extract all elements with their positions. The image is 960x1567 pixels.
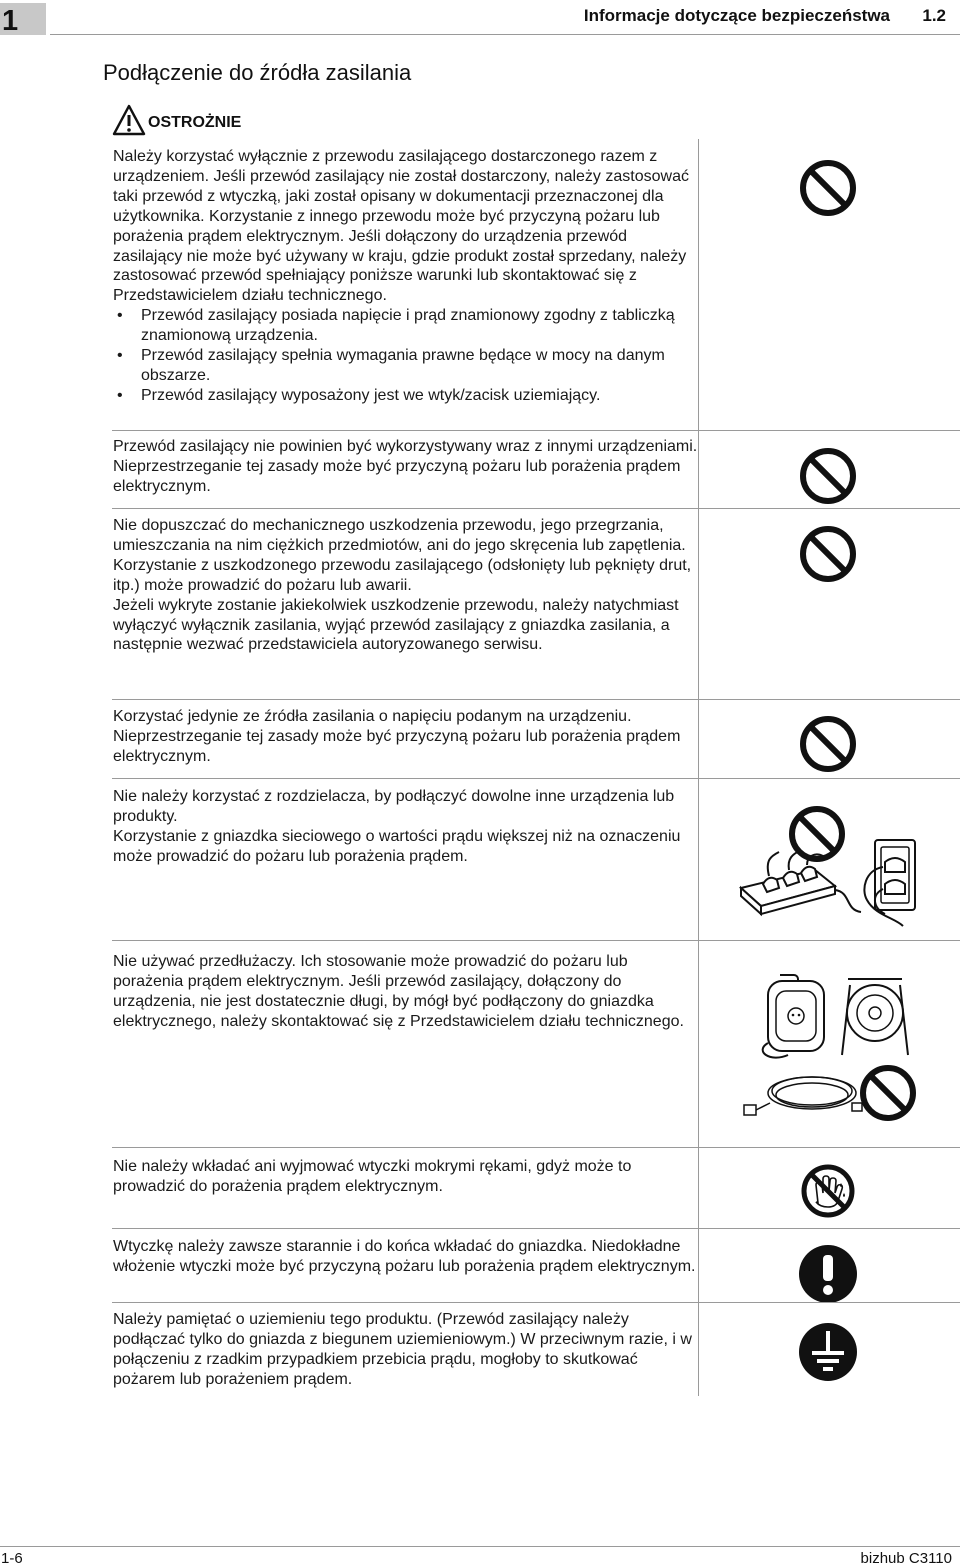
footer-rule: [0, 1546, 960, 1547]
power-cord-instructions: [113, 147, 698, 406]
icon-column-divider: [698, 139, 699, 1396]
page-number: 1-6: [1, 1550, 23, 1567]
section-divider: [112, 430, 960, 431]
wet-hands-warning: Nie należy wkładać ani wyjmować wtyczki mokrymi rękami, gdyż może to prowadzić do porażenia prądem elektrycznym.: [113, 1158, 632, 1195]
prohibition-icon: [798, 446, 858, 506]
section-divider: [112, 699, 960, 700]
section-divider: [112, 940, 960, 941]
power-strip-paragraph: Nie należy korzystać z rozdzielacza, by podłączyć dowolne inne urządzenia lub produkty.: [113, 788, 675, 825]
list-item: • Przewód zasilający posiada napięcie i prąd znamionowy zgodny z tabliczką znamionową urządzenia.: [113, 306, 698, 346]
list-item: • Przewód zasilający wyposażony jest we wtyk/zacisk uziemiający.: [113, 386, 698, 406]
chapter-tab: [0, 3, 46, 35]
warning-triangle-icon: [112, 104, 146, 136]
header-rule: [50, 34, 960, 35]
extension-cord-prohibited-icon: [740, 955, 940, 1130]
section-divider: [112, 1302, 960, 1303]
section-divider: [112, 508, 960, 509]
section-divider: [112, 1147, 960, 1148]
product-name: bizhub C3110: [860, 1550, 952, 1567]
header-title: Informacje dotyczące bezpieczeństwa: [583, 6, 890, 25]
cord-damage-action-paragraph: Jeżeli wykryte zostanie jakiekolwiek uszkodzenie przewodu, należy natychmiast wyłączyć wyłącznik zasilania, wyjąć przewód zasilający z gniazdka zasilania, a następnie wezwać przedstawiciela autoryzowanego serwisu.: [113, 596, 679, 654]
power-cord-requirements-list: [113, 306, 698, 406]
outlet-current-paragraph: Korzystanie z gniazdka sieciowego o wartości prądu większej niż na oznaczeniu może prowadzić do pożaru lub porażenia prądem.: [113, 827, 681, 865]
list-item: • Przewód zasilający spełnia wymagania prawne będące w mocy na danym obszarze.: [113, 346, 698, 386]
caution-label: OSTROŻNIE: [148, 114, 242, 131]
voltage-warning: Korzystać jedynie ze źródła zasilania o napięciu podanym na urządzeniu. Nieprzestrzeganie tej zasady może być przyczyną pożaru lub porażenia prądem elektrycznym.: [113, 708, 681, 765]
header-section-number: 1.2: [922, 6, 946, 25]
power-strip-prohibited-icon: [735, 800, 925, 930]
power-cord-paragraph: Należy korzystać wyłącznie z przewodu zasilającego dostarczonego razem z urządzeniem. Jeśli przewód zasilający nie został dostarczony, należy zastosować taki przewód z wtyczką, jaki został opisany w dokumentacji przeznaczonej dla użytkownika. Korzystanie z innego przewodu może być przyczyną pożaru lub porażenia prądem elektrycznym. Jeśli dołączony do urządzenia przewód zasilający nie może być używany w kraju, gdzie produkt został sprzedany, należy zastosować przewód spełniający poniższe warunki lub skontaktować się z Przedstawicielem działu technicznego.: [113, 148, 689, 305]
grounding-icon: [798, 1322, 858, 1382]
cord-damage-paragraph: Nie dopuszczać do mechanicznego uszkodzenia przewodu, jego przegrzania, umieszczania na nim ciężkich przedmiotów, ani do jego skręcenia lub zapętlenia. Korzystanie z uszkodzonego przewodu zasilającego (odsłonięty lub pęknięty drut, itp.) może prowadzić do pożaru lub awarii.: [113, 517, 692, 594]
section-divider: [112, 1228, 960, 1229]
mandatory-action-icon: [798, 1244, 858, 1304]
plug-insertion-instruction: Wtyczkę należy zawsze starannie i do końca wkładać do gniazdka. Niedokładne włożenie wtyczki może być przyczyną pożaru lub porażenia prądem elektrycznym.: [113, 1238, 696, 1275]
prohibition-icon: [798, 524, 858, 584]
grounding-instruction: Należy pamiętać o uziemieniu tego produktu. (Przewód zasilający należy podłączać tylko do gniazda z biegunem uziemieniowym.) W przeciwnym razie, i w połączeniu z rzadkim przypadkiem przebicia prądu, mogłoby to skutkować pożarem lub porażeniem prądem.: [113, 1311, 692, 1388]
section-divider: [112, 778, 960, 779]
no-shared-cord-warning: Przewód zasilający nie powinien być wykorzystywany wraz z innymi urządzeniami. Nieprzestrzeganie tej zasady może być przyczyną pożaru lub porażenia prądem elektrycznym.: [113, 438, 698, 495]
extension-cord-warning: Nie używać przedłużaczy. Ich stosowanie może prowadzić do pożaru lub porażenia prądem elektrycznym. Jeśli przewód zasilający, dołączony do urządzenia, nie jest dostatecznie długi, by mógł być podłączony do gniazdka elektrycznego, należy skontaktować się z Przedstawicielem działu technicznego.: [113, 953, 684, 1030]
prohibition-icon: [798, 714, 858, 774]
power-strip-warning: [113, 787, 698, 867]
cord-damage-warning: [113, 516, 698, 655]
section-title: Podłączenie do źródła zasilania: [103, 60, 412, 85]
no-wet-hands-icon: [800, 1163, 856, 1219]
chapter-number: 1: [2, 5, 19, 37]
prohibition-icon: [798, 158, 858, 218]
